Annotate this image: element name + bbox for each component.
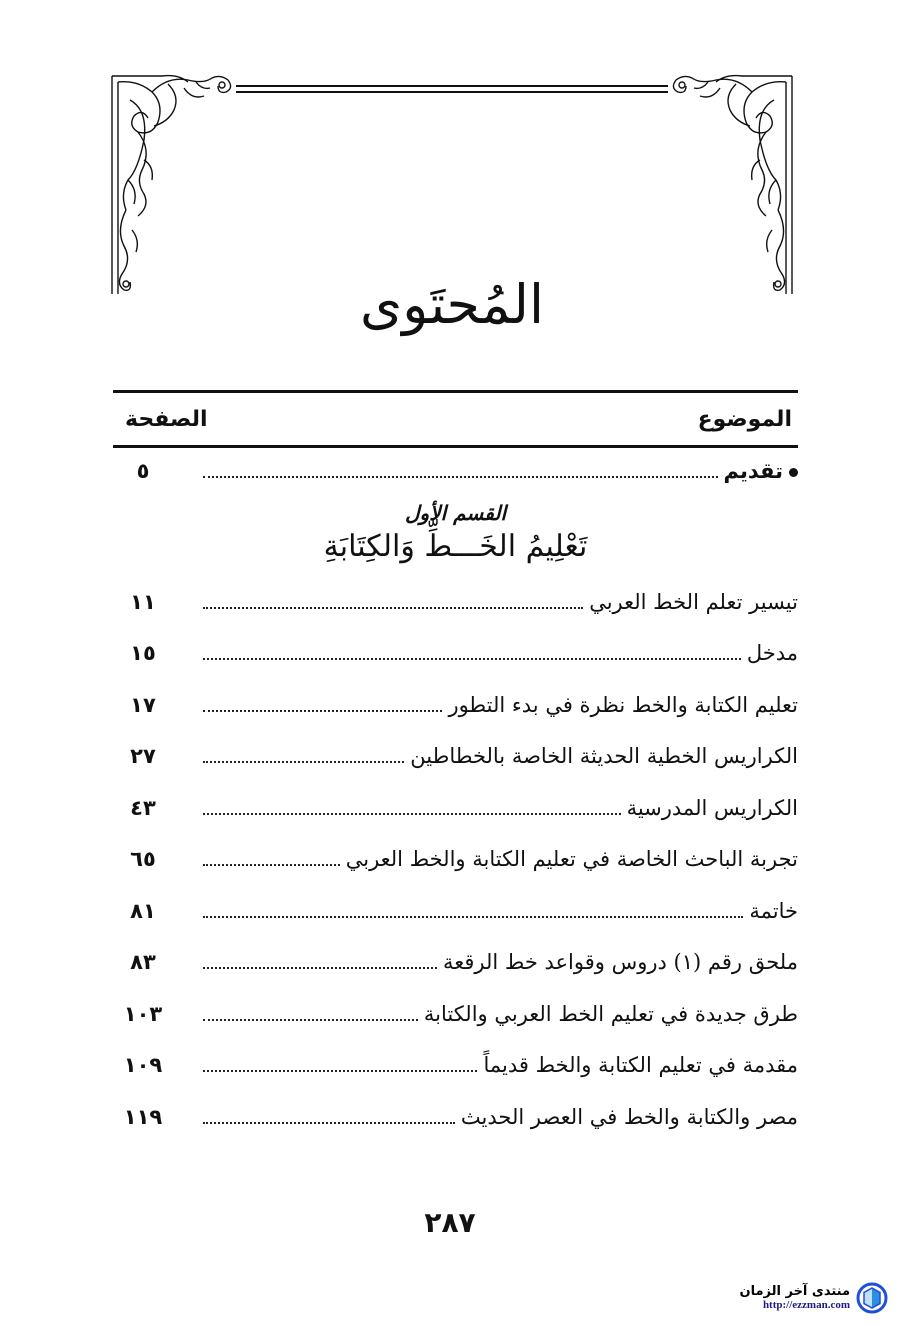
entry-title: طرق جديدة في تعليم الخط العربي والكتابة — [423, 1001, 798, 1026]
dot-leader — [203, 761, 404, 763]
entry-page: ١٧ — [130, 692, 156, 717]
entry-title: تيسير تعلم الخط العربي — [589, 589, 798, 614]
watermark-url[interactable]: http://ezzman.com — [762, 1299, 850, 1312]
toc-entry[interactable] — [113, 679, 798, 731]
entry-page: ٢٧ — [130, 744, 156, 769]
entry-title: مصر والكتابة والخط في العصر الحديث — [460, 1104, 798, 1129]
toc-entry[interactable] — [113, 576, 798, 628]
ornament-corner-left-icon — [108, 70, 236, 298]
entry-page: ٨١ — [130, 898, 156, 923]
dot-leader — [203, 813, 621, 815]
page-column-header: الصفحة — [125, 406, 208, 432]
dot-leader — [203, 658, 741, 660]
entry-title: ملحق رقم (١) دروس وقواعد خط الرقعة — [442, 950, 798, 975]
entry-page: ١٥ — [130, 641, 156, 666]
ornament-corner-right-icon — [668, 70, 796, 298]
entry-page: ١٠٣ — [123, 1001, 163, 1026]
dot-leader — [203, 916, 743, 918]
page-title: المُحتَوى — [360, 273, 544, 336]
entry-page: ١٠٩ — [123, 1053, 163, 1078]
dot-leader — [203, 1122, 455, 1124]
dot-leader — [203, 607, 583, 609]
toc-entry[interactable] — [113, 885, 798, 937]
dot-leader — [203, 1019, 418, 1021]
toc-entry-intro[interactable] — [113, 448, 798, 494]
toc-entry[interactable] — [113, 1091, 798, 1143]
section-title: تَعْلِيمُ الخَـــطِّ وَالكِتَابَةِ — [323, 529, 588, 564]
entry-title: تعليم الكتابة والخط نظرة في بدء التطور — [448, 692, 798, 717]
toc-entry[interactable] — [113, 628, 798, 680]
entry-title: مقدمة في تعليم الكتابة والخط قديماً — [483, 1053, 798, 1078]
entry-page: ٨٣ — [130, 950, 156, 975]
entry-page: ٤٣ — [130, 795, 156, 820]
bullet-icon — [789, 468, 798, 477]
table-of-contents — [113, 390, 798, 1143]
dot-leader — [203, 967, 437, 969]
entry-title: الكراريس المدرسية — [626, 795, 798, 820]
dot-leader — [203, 710, 442, 712]
toc-entry[interactable] — [113, 731, 798, 783]
entry-title: تجربة الباحث الخاصة في تعليم الكتابة والخط العربي — [345, 847, 798, 872]
entry-page: ١١٩ — [123, 1104, 163, 1129]
toc-entries — [113, 576, 798, 1143]
entry-title: مدخل — [746, 641, 798, 666]
watermark[interactable] — [740, 1282, 889, 1314]
toc-entry[interactable] — [113, 834, 798, 886]
entry-page: ٥ — [136, 459, 150, 483]
dot-leader — [203, 864, 340, 866]
topic-column-header: الموضوع — [697, 406, 792, 432]
dot-leader — [203, 1070, 477, 1072]
watermark-name: منتدى آخر الزمان — [739, 1283, 850, 1299]
section-label: القسم الأول — [404, 501, 507, 525]
hexagon-logo-icon — [856, 1282, 888, 1314]
toc-entry[interactable] — [113, 782, 798, 834]
page-number: ٢٨٧ — [424, 1206, 476, 1239]
ornamental-frame — [108, 70, 796, 336]
dot-leader — [203, 476, 718, 478]
entry-page: ٦٥ — [130, 847, 156, 872]
entry-title: الكراريس الخطية الحديثة الخاصة بالخطاطين — [410, 744, 798, 769]
top-double-rule — [236, 85, 668, 93]
toc-entry[interactable] — [113, 988, 798, 1040]
section-heading — [113, 494, 798, 576]
entry-page: ١١ — [130, 589, 156, 614]
toc-header — [113, 393, 798, 445]
entry-title: خاتمة — [749, 898, 798, 923]
toc-entry[interactable] — [113, 937, 798, 989]
entry-title: تقديم — [723, 459, 783, 483]
toc-entry[interactable] — [113, 1040, 798, 1092]
